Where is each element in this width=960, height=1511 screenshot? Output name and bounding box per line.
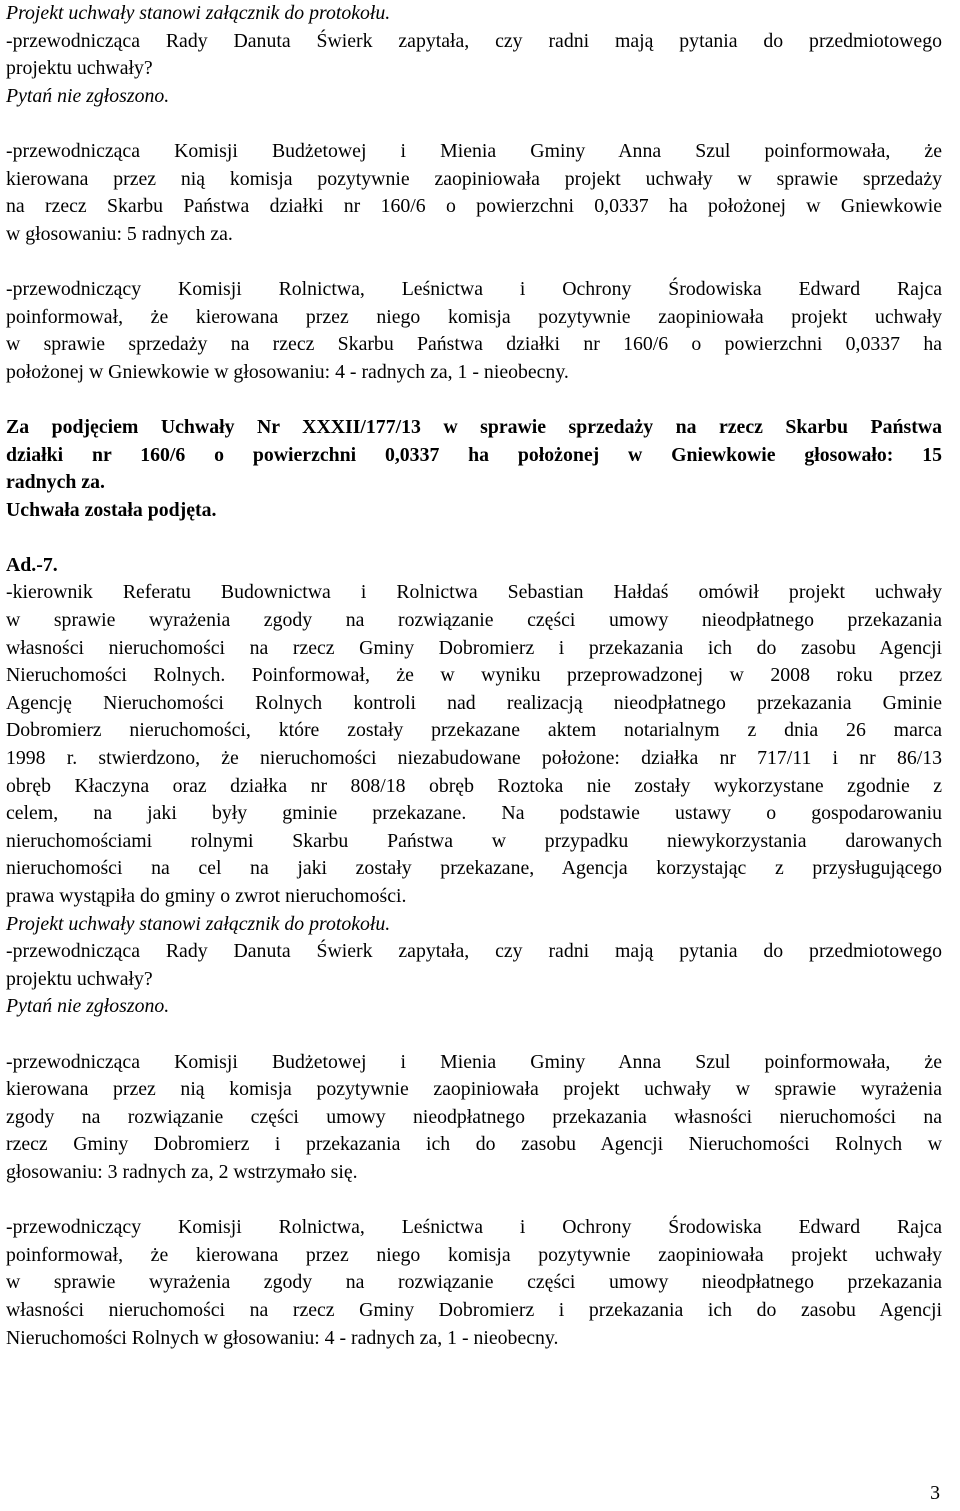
text-line: -przewodnicząca Rady Danuta Świerk zapytała, czy radni mają pytania do przedmiotowego	[6, 940, 942, 963]
text-line: Pytań nie zgłoszono.	[6, 995, 170, 1018]
bold-paragraph	[6, 414, 942, 524]
text-line: -przewodnicząca Rady Danuta Świerk zapytała, czy radni mają pytania do przedmiotowego	[6, 29, 942, 52]
text-line: w sprawie wyrażenia zgody na rozwiązanie części umowy nieodpłatnego przekazania	[6, 609, 942, 632]
paragraph	[6, 579, 942, 910]
text-line: -przewodniczący Komisji Rolnictwa, Leśnictwa i Ochrony Środowiska Edward Rajca	[6, 1216, 942, 1239]
paragraph-spacer	[6, 1187, 942, 1215]
text-line: projektu uchwały?	[6, 967, 153, 990]
text-line: -przewodnicząca Komisji Budżetowej i Mienia Gminy Anna Szul poinformowała, że	[6, 139, 942, 162]
text-line: Projekt uchwały stanowi załącznik do protokołu.	[6, 912, 391, 935]
text-line: -kierownik Referatu Budownictwa i Rolnictwa Sebastian Hałdaś omówił projekt uchwały	[6, 581, 942, 604]
paragraph	[6, 138, 942, 248]
italic-paragraph	[6, 0, 942, 28]
text-line: projektu uchwały?	[6, 57, 153, 80]
text-line: w głosowaniu: 5 radnych za.	[6, 222, 233, 245]
text-line: nieruchomościami rolnymi Skarbu Państwa w przypadku niewykorzystania darowanych	[6, 829, 942, 852]
paragraph-spacer	[6, 110, 942, 138]
text-line: w sprawie sprzedaży na rzecz Skarbu Państwa działki nr 160/6 o powierzchni 0,0337 ha	[6, 333, 942, 356]
italic-paragraph	[6, 911, 942, 939]
text-line: własności nieruchomości na rzecz Gminy Dobromierz i przekazania ich do zasobu Agencji	[6, 1298, 942, 1321]
text-line: Za podjęciem Uchwały Nr XXXII/177/13 w sprawie sprzedaży na rzecz Skarbu Państwa	[6, 415, 942, 438]
paragraph-spacer	[6, 386, 942, 414]
document-page	[6, 0, 942, 1352]
paragraph	[6, 1214, 942, 1352]
paragraph	[6, 1049, 942, 1187]
paragraph-spacer	[6, 1021, 942, 1049]
text-line: -przewodniczący Komisji Rolnictwa, Leśnictwa i Ochrony Środowiska Edward Rajca	[6, 277, 942, 300]
text-line: rzecz Gminy Dobromierz i przekazania ich do zasobu Agencji Nieruchomości Rolnych w	[6, 1133, 942, 1156]
italic-paragraph	[6, 83, 942, 111]
text-line: -przewodnicząca Komisji Budżetowej i Mienia Gminy Anna Szul poinformowała, że	[6, 1050, 942, 1073]
text-line: radnych za.	[6, 471, 105, 494]
page-number: 3	[930, 1482, 940, 1504]
text-line: obręb Kłaczyna oraz działka nr 808/18 obręb Roztoka nie zostały wykorzystane zgodnie z	[6, 774, 942, 797]
text-line: poinformował, że kierowana przez niego komisja pozytywnie zaopiniowała projekt uchwały	[6, 1243, 942, 1266]
text-line: w sprawie wyrażenia zgody na rozwiązanie części umowy nieodpłatnego przekazania	[6, 1271, 942, 1294]
text-line: własności nieruchomości na rzecz Gminy Dobromierz i przekazania ich do zasobu Agencji	[6, 636, 942, 659]
text-line: Nieruchomości Rolnych w głosowaniu: 4 - radnych za, 1 - nieobecny.	[6, 1326, 559, 1349]
text-line: nieruchomości na cel na jaki zostały przekazane, Agencja korzystając z przysługującego	[6, 857, 942, 880]
text-line: Ad.-7.	[6, 553, 58, 576]
italic-paragraph	[6, 993, 942, 1021]
paragraph	[6, 276, 942, 386]
text-line: Pytań nie zgłoszono.	[6, 84, 170, 107]
text-line: głosowaniu: 3 radnych za, 2 wstrzymało się.	[6, 1160, 358, 1183]
text-line: Uchwała została podjęta.	[6, 498, 217, 521]
paragraph-spacer	[6, 248, 942, 276]
text-line: Agencję Nieruchomości Rolnych kontroli nad realizacją nieodpłatnego przekazania Gminie	[6, 691, 942, 714]
text-line: na rzecz Skarbu Państwa działki nr 160/6 o powierzchni 0,0337 ha położonej w Gniewkowie	[6, 195, 942, 218]
text-line: poinformował, że kierowana przez niego komisja pozytywnie zaopiniowała projekt uchwały	[6, 305, 942, 328]
text-line: Dobromierz nieruchomości, które zostały przekazane aktem notarialnym z dnia 26 marca	[6, 719, 942, 742]
bold-paragraph	[6, 552, 942, 580]
paragraph-spacer	[6, 524, 942, 552]
paragraph	[6, 938, 942, 993]
text-line: prawa wystąpiła do gminy o zwrot nieruchomości.	[6, 885, 407, 907]
text-line: kierowana przez nią komisja pozytywnie zaopiniowała projekt uchwały w sprawie sprzedaży	[6, 167, 942, 190]
paragraph	[6, 28, 942, 83]
text-line: kierowana przez nią komisja pozytywnie zaopiniowała projekt uchwały w sprawie wyrażenia	[6, 1078, 942, 1101]
text-line: zgody na rozwiązanie części umowy nieodpłatnego przekazania własności nieruchomości na	[6, 1105, 942, 1128]
text-line: Nieruchomości Rolnych. Poinformował, że w wyniku przeprowadzonej w 2008 roku przez	[6, 664, 942, 687]
text-line: celem, na jaki były gminie przekazane. Na podstawie ustawy o gospodarowaniu	[6, 802, 942, 825]
text-line: Projekt uchwały stanowi załącznik do protokołu.	[6, 2, 391, 24]
text-line: działki nr 160/6 o powierzchni 0,0337 ha położonej w Gniewkowie głosowało: 15	[6, 443, 942, 466]
text-line: 1998 r. stwierdzono, że nieruchomości niezabudowane położone: działka nr 717/11 i nr 86/13	[6, 747, 942, 770]
text-line: położonej w Gniewkowie w głosowaniu: 4 - radnych za, 1 - nieobecny.	[6, 360, 569, 383]
